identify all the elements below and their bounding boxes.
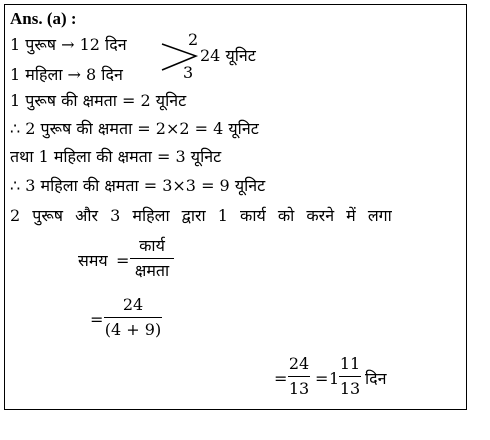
fraction-work-over-efficiency xyxy=(130,236,174,281)
fraction-bar xyxy=(130,258,174,259)
fraction-denominator: क्षमता xyxy=(134,261,170,280)
fraction-numerator: कार्य xyxy=(139,236,165,255)
fraction-24-over-13 xyxy=(288,354,310,399)
fraction-24-over-sum xyxy=(104,295,162,340)
fraction-numerator: 24 xyxy=(288,354,310,373)
fraction-bar xyxy=(104,317,162,318)
line-combined-work: 2 पुरूष और 3 महिला द्वारा 1 कार्य को करने में लगा xyxy=(10,206,392,225)
time-label: समय xyxy=(78,251,108,270)
line-woman-days: 1 महिला → 8 दिन xyxy=(10,65,123,84)
days-unit: दिन xyxy=(365,369,387,388)
fraction-numerator: 24 xyxy=(122,295,144,314)
lcm-factor-bottom: 3 xyxy=(183,63,194,82)
fraction-bar xyxy=(288,376,310,377)
line-woman-efficiency: तथा 1 महिला की क्षमता = 3 यूनिट xyxy=(10,147,222,166)
fraction-denominator: 13 xyxy=(339,379,361,398)
answer-heading: Ans. (a) : xyxy=(10,9,77,28)
fraction-denominator: 13 xyxy=(288,379,310,398)
fraction-bar xyxy=(339,376,361,377)
line-man-efficiency: 1 पुरूष की क्षमता = 2 यूनिट xyxy=(10,91,187,110)
mixed-whole-part: 1 xyxy=(329,369,340,388)
line-two-men-efficiency: ∴ 2 पुरूष की क्षमता = 2×2 = 4 यूनिट xyxy=(10,119,259,138)
equals-sign-2: = xyxy=(90,310,104,329)
equals-sign-3: = xyxy=(274,369,288,388)
line-three-women-efficiency: ∴ 3 महिला की क्षमता = 3×3 = 9 यूनिट xyxy=(10,176,266,195)
equals-sign-4: = xyxy=(315,369,329,388)
fraction-11-over-13 xyxy=(339,354,361,399)
line-man-days: 1 पुरूष → 12 दिन xyxy=(10,35,127,54)
equals-sign: = xyxy=(116,251,130,270)
total-work-units: 24 यूनिट xyxy=(200,46,256,65)
fraction-denominator: (4 + 9) xyxy=(104,320,162,339)
lcm-factor-top: 2 xyxy=(188,30,199,49)
fraction-numerator: 11 xyxy=(339,354,361,373)
